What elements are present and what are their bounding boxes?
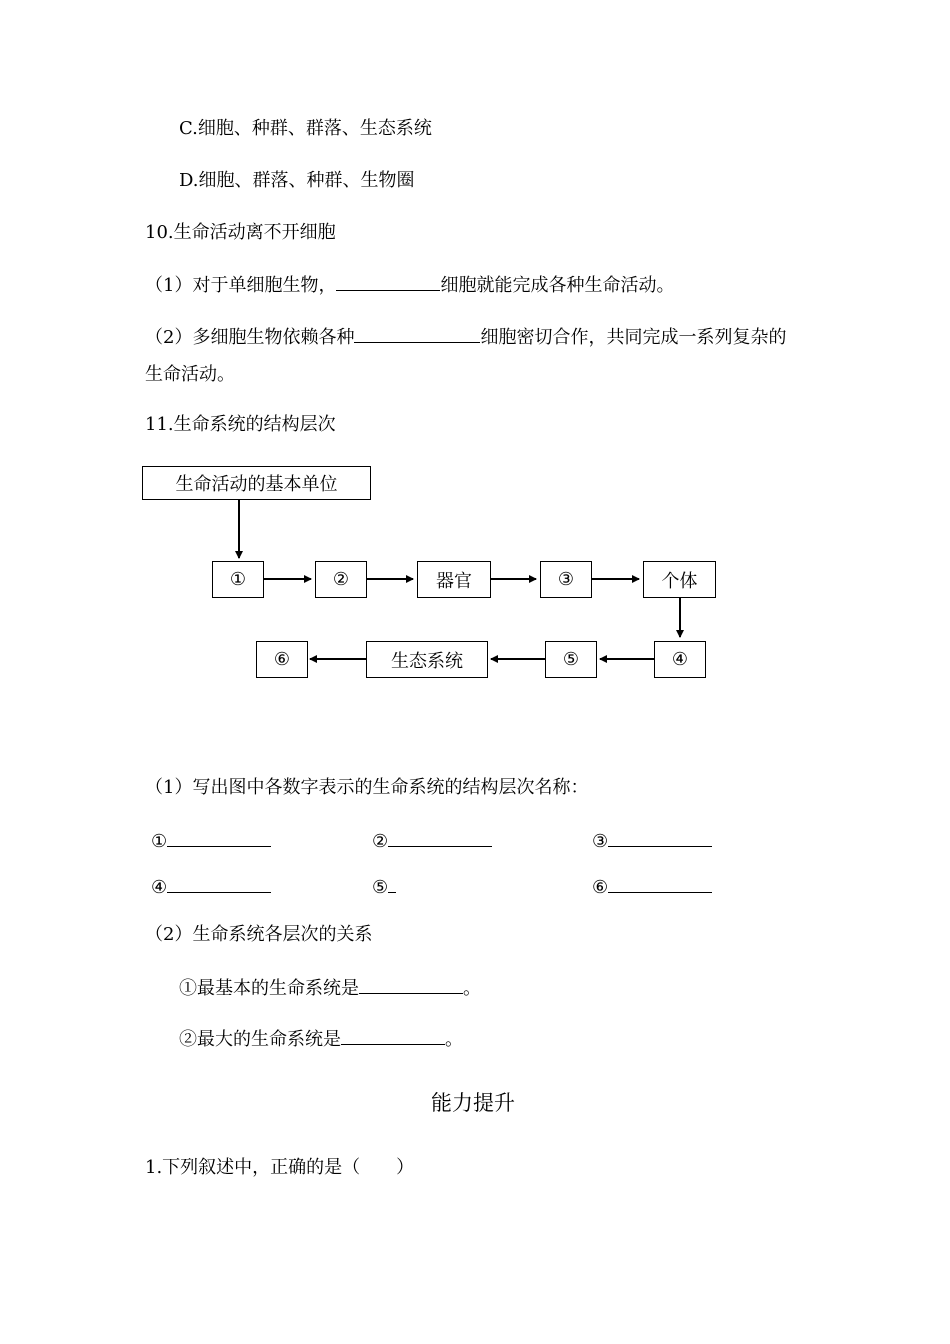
answer-4-label: ④ (151, 877, 168, 898)
relation-1-blank[interactable] (359, 975, 463, 994)
q10-part2-prefix: （2）多细胞生物依赖各种 (145, 327, 355, 348)
box-organ: 器官 (417, 561, 491, 598)
relation-2-period: 。 (445, 1029, 463, 1050)
answer-2-blank[interactable] (388, 828, 492, 847)
answer-5-blank[interactable] (388, 874, 396, 893)
q1-text: 1.下列叙述中，正确的是（ ） (145, 1157, 415, 1178)
q11-sub2: （2）生命系统各层次的关系 (145, 924, 373, 945)
answer-4 (151, 874, 271, 900)
answer-6-blank[interactable] (608, 874, 712, 893)
answer-5 (372, 874, 396, 900)
box-level-2: ② (315, 561, 367, 598)
answer-4-blank[interactable] (167, 874, 271, 893)
q10-part2-suffix: 细胞密切合作，共同完成一系列复杂的 (480, 327, 787, 348)
answer-1-blank[interactable] (167, 828, 271, 847)
answer-1 (151, 828, 271, 854)
option-d: D.细胞、群落、种群、生物圈 (179, 170, 415, 191)
section-heading: 能力提升 (431, 1091, 515, 1115)
relation-2-text: ②最大的生命系统是 (179, 1029, 341, 1050)
box-level-5: ⑤ (545, 641, 597, 678)
answer-3-blank[interactable] (608, 828, 712, 847)
box-level-6: ⑥ (256, 641, 308, 678)
box-ecosystem: 生态系统 (366, 641, 488, 678)
box-basic-unit: 生命活动的基本单位 (142, 466, 371, 500)
answer-5-label: ⑤ (372, 877, 389, 898)
box-level-1: ① (212, 561, 264, 598)
answer-6-label: ⑥ (592, 877, 609, 898)
q10-part2-continued: 生命活动。 (145, 364, 235, 385)
q10-part1-suffix: 细胞就能完成各种生命活动。 (440, 275, 675, 296)
q11-sub1: （1）写出图中各数字表示的生命系统的结构层次名称： (145, 777, 589, 798)
q10-part1-prefix: （1）对于单细胞生物， (145, 275, 337, 296)
answer-6 (592, 874, 712, 900)
relation-2 (179, 1026, 463, 1052)
answer-1-label: ① (151, 831, 168, 852)
answer-2 (372, 828, 492, 854)
option-c: C.细胞、种群、群落、生态系统 (179, 118, 432, 139)
box-individual: 个体 (643, 561, 716, 598)
answer-3-label: ③ (592, 831, 609, 852)
relation-1-period: 。 (463, 978, 481, 999)
answer-3 (592, 828, 712, 854)
box-level-4: ④ (654, 641, 706, 678)
q10-title: 10.生命活动离不开细胞 (145, 222, 336, 243)
answer-2-label: ② (372, 831, 389, 852)
box-level-3: ③ (540, 561, 592, 598)
relation-1-text: ①最基本的生命系统是 (179, 978, 359, 999)
relation-2-blank[interactable] (341, 1026, 445, 1045)
relation-1 (179, 975, 481, 1001)
q11-title: 11.生命系统的结构层次 (145, 414, 336, 435)
